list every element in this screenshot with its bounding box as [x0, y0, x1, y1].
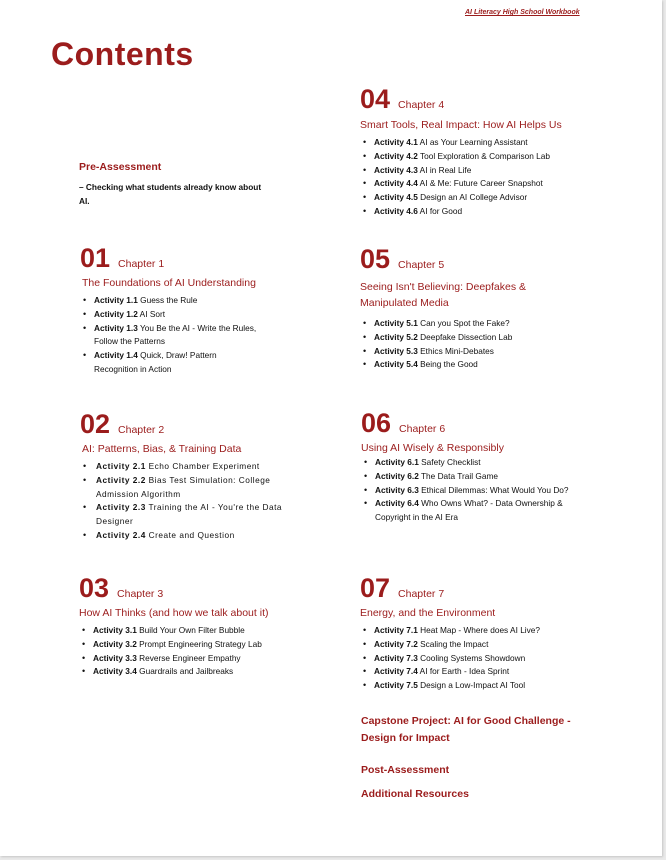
activity-id: Activity 5.1 — [374, 318, 418, 328]
activity-text: Design a Low-Impact AI Tool — [420, 680, 526, 691]
activity-item — [360, 191, 640, 205]
activity-id: Activity 7.3 — [374, 652, 418, 663]
activity-item — [361, 456, 611, 470]
activity-item — [360, 665, 610, 679]
chapter-label: Chapter 1 — [118, 258, 165, 270]
activity-item — [80, 294, 310, 308]
activity-text: Prompt Engineering Strategy Lab — [139, 638, 262, 649]
activity-item — [79, 624, 329, 638]
activity-id: Activity 3.1 — [93, 625, 137, 635]
activity-id: Activity 7.4 — [374, 666, 418, 677]
activity-item — [79, 638, 329, 652]
activity-id: Activity 3.4 — [93, 666, 137, 677]
activity-text: AI for Earth - Idea Sprint — [419, 666, 510, 677]
chapter-7-entry — [360, 575, 610, 693]
activity-item — [361, 497, 600, 525]
chapter-title: How AI Thinks (and how we talk about it) — [79, 607, 269, 619]
chapter-label: Chapter 6 — [399, 423, 446, 435]
activity-id: Activity 1.2 — [94, 308, 138, 319]
activity-text: Heat Map - Where does AI Live? — [420, 625, 541, 635]
activity-text: Scaling the Impact — [420, 638, 489, 649]
activity-text: AI in Real Life — [419, 164, 472, 175]
activity-text: AI for Good — [419, 205, 463, 216]
activity-text: The Data Trail Game — [420, 470, 498, 481]
chapter-title: Using AI Wisely & Responsibly — [361, 442, 504, 454]
activity-text: Reverse Engineer Empathy — [139, 652, 241, 663]
activity-text: Design an AI College Advisor — [420, 192, 528, 203]
activity-text: Guardrails and Jailbreaks — [139, 666, 234, 677]
activity-item — [80, 501, 301, 529]
activity-id: Activity 5.4 — [374, 359, 418, 370]
activity-item — [361, 470, 611, 484]
chapter-number: 02 — [80, 409, 111, 439]
activity-item — [360, 164, 640, 178]
activity-text: You Be the AI - Write the Rules, Follow the Patterns — [94, 322, 257, 347]
activity-item — [360, 205, 640, 219]
activity-text: Can you Spot the Fake? — [420, 318, 510, 328]
activity-item — [80, 474, 281, 502]
activity-id: Activity 4.5 — [374, 192, 418, 203]
chapter-number: 05 — [360, 244, 391, 274]
activity-id: Activity 4.2 — [374, 150, 418, 161]
activity-id: Activity 7.2 — [374, 638, 418, 649]
chapter-label: Chapter 7 — [398, 588, 445, 600]
activity-item — [360, 638, 610, 652]
pre-assessment-description: – Checking what students already know about AI. — [79, 182, 262, 206]
activity-id: Activity 1.3 — [94, 322, 138, 333]
activity-item — [79, 652, 329, 666]
activity-id: Activity 2.2 — [96, 474, 146, 485]
activity-item — [360, 624, 610, 638]
chapter-number: 03 — [79, 573, 110, 603]
activity-text: Guess the Rule — [140, 295, 198, 305]
activity-text: Bias Test Simulation: College Admission Algorithm — [96, 474, 271, 499]
activity-id: Activity 4.6 — [374, 205, 418, 216]
activity-id: Activity 5.2 — [374, 331, 418, 342]
chapter-6-entry — [361, 410, 611, 525]
activity-item — [80, 322, 279, 350]
activity-text: Ethical Dilemmas: What Would You Do? — [421, 484, 569, 495]
activity-item — [360, 358, 580, 372]
activity-item — [360, 136, 640, 150]
chapter-label: Chapter 2 — [118, 424, 165, 436]
activity-item — [80, 308, 310, 322]
activity-id: Activity 5.3 — [374, 345, 418, 356]
activity-item — [360, 177, 640, 191]
activity-text: Being the Good — [420, 359, 478, 370]
activity-item — [360, 317, 580, 331]
activity-item — [360, 150, 640, 164]
activity-text: AI & Me: Future Career Snapshot — [419, 178, 543, 189]
chapter-1-entry — [80, 245, 310, 377]
chapter-number: 04 — [360, 84, 391, 114]
activity-text: Build Your Own Filter Bubble — [139, 625, 245, 635]
activity-id: Activity 6.3 — [375, 484, 419, 495]
chapter-title: Seeing Isn't Believing: Deepfakes & Manipulated Media — [360, 281, 527, 309]
chapter-number: 07 — [360, 573, 391, 603]
activity-item — [79, 665, 329, 679]
post-assessment-title: Post-Assessment — [361, 764, 450, 776]
activity-item — [361, 484, 611, 498]
chapter-label: Chapter 3 — [117, 588, 164, 600]
activity-text: Cooling Systems Showdown — [420, 652, 526, 663]
activity-text: Who Owns What? - Data Ownership & Copyright in the AI Era — [375, 498, 563, 523]
chapter-label: Chapter 4 — [398, 99, 445, 111]
activity-text: Create and Question — [148, 529, 235, 540]
chapter-2-entry — [80, 411, 320, 543]
activity-list — [80, 460, 320, 543]
activity-text: Training the AI - You're the Data Designer — [96, 502, 283, 527]
activity-list — [361, 456, 611, 525]
activity-list — [360, 136, 640, 219]
activity-list — [360, 317, 580, 372]
activity-text: Quick, Draw! Pattern Recognition in Action — [94, 350, 217, 374]
activity-list — [79, 624, 329, 679]
activity-id: Activity 1.4 — [94, 350, 138, 361]
chapter-title: Energy, and the Environment — [360, 607, 496, 619]
activity-id: Activity 2.1 — [96, 461, 146, 471]
chapter-5-entry — [360, 246, 580, 372]
page-title: Contents — [51, 36, 194, 72]
chapter-3-entry — [79, 575, 329, 679]
activity-item — [80, 529, 320, 543]
activity-id: Activity 3.2 — [93, 638, 137, 649]
chapter-number: 06 — [361, 408, 392, 438]
activity-id: Activity 1.1 — [94, 295, 138, 305]
activity-id: Activity 6.4 — [375, 498, 419, 509]
activity-text: Tool Exploration & Comparison Lab — [419, 150, 551, 161]
chapter-title: The Foundations of AI Understanding — [82, 277, 256, 289]
activity-list — [360, 624, 610, 693]
activity-list — [80, 294, 310, 377]
activity-id: Activity 6.1 — [375, 457, 419, 467]
chapter-number: 01 — [80, 243, 111, 273]
activity-item — [80, 460, 320, 474]
activity-id: Activity 7.5 — [374, 680, 418, 691]
capstone-project-title: Capstone Project: AI for Good Challenge - Design for Impact — [361, 715, 571, 744]
activity-text: AI as Your Learning Assistant — [419, 137, 528, 147]
activity-id: Activity 3.3 — [93, 652, 137, 663]
activity-id: Activity 2.3 — [96, 502, 146, 513]
activity-text: Safety Checklist — [421, 457, 481, 467]
activity-item — [360, 345, 580, 359]
activity-id: Activity 4.1 — [374, 137, 418, 147]
chapter-label: Chapter 5 — [398, 259, 445, 271]
chapter-4-entry — [360, 86, 640, 219]
activity-text: Ethics Mini-Debates — [420, 345, 494, 356]
activity-text: Deepfake Dissection Lab — [420, 331, 513, 342]
activity-id: Activity 4.4 — [374, 178, 418, 189]
running-header: AI Literacy High School Workbook — [465, 9, 580, 16]
activity-id: Activity 2.4 — [96, 529, 146, 540]
chapter-title: Smart Tools, Real Impact: How AI Helps Us — [360, 119, 562, 131]
activity-id: Activity 6.2 — [375, 470, 419, 481]
activity-item — [360, 679, 610, 693]
activity-text: Echo Chamber Experiment — [148, 461, 260, 471]
pre-assessment-title: Pre-Assessment — [79, 161, 162, 173]
activity-id: Activity 7.1 — [374, 625, 418, 635]
chapter-title: AI: Patterns, Bias, & Training Data — [82, 443, 242, 455]
activity-item — [360, 652, 610, 666]
activity-text: AI Sort — [139, 308, 166, 319]
activity-item — [360, 331, 580, 345]
additional-resources-title: Additional Resources — [361, 788, 469, 800]
activity-item — [80, 349, 244, 377]
activity-id: Activity 4.3 — [374, 164, 418, 175]
